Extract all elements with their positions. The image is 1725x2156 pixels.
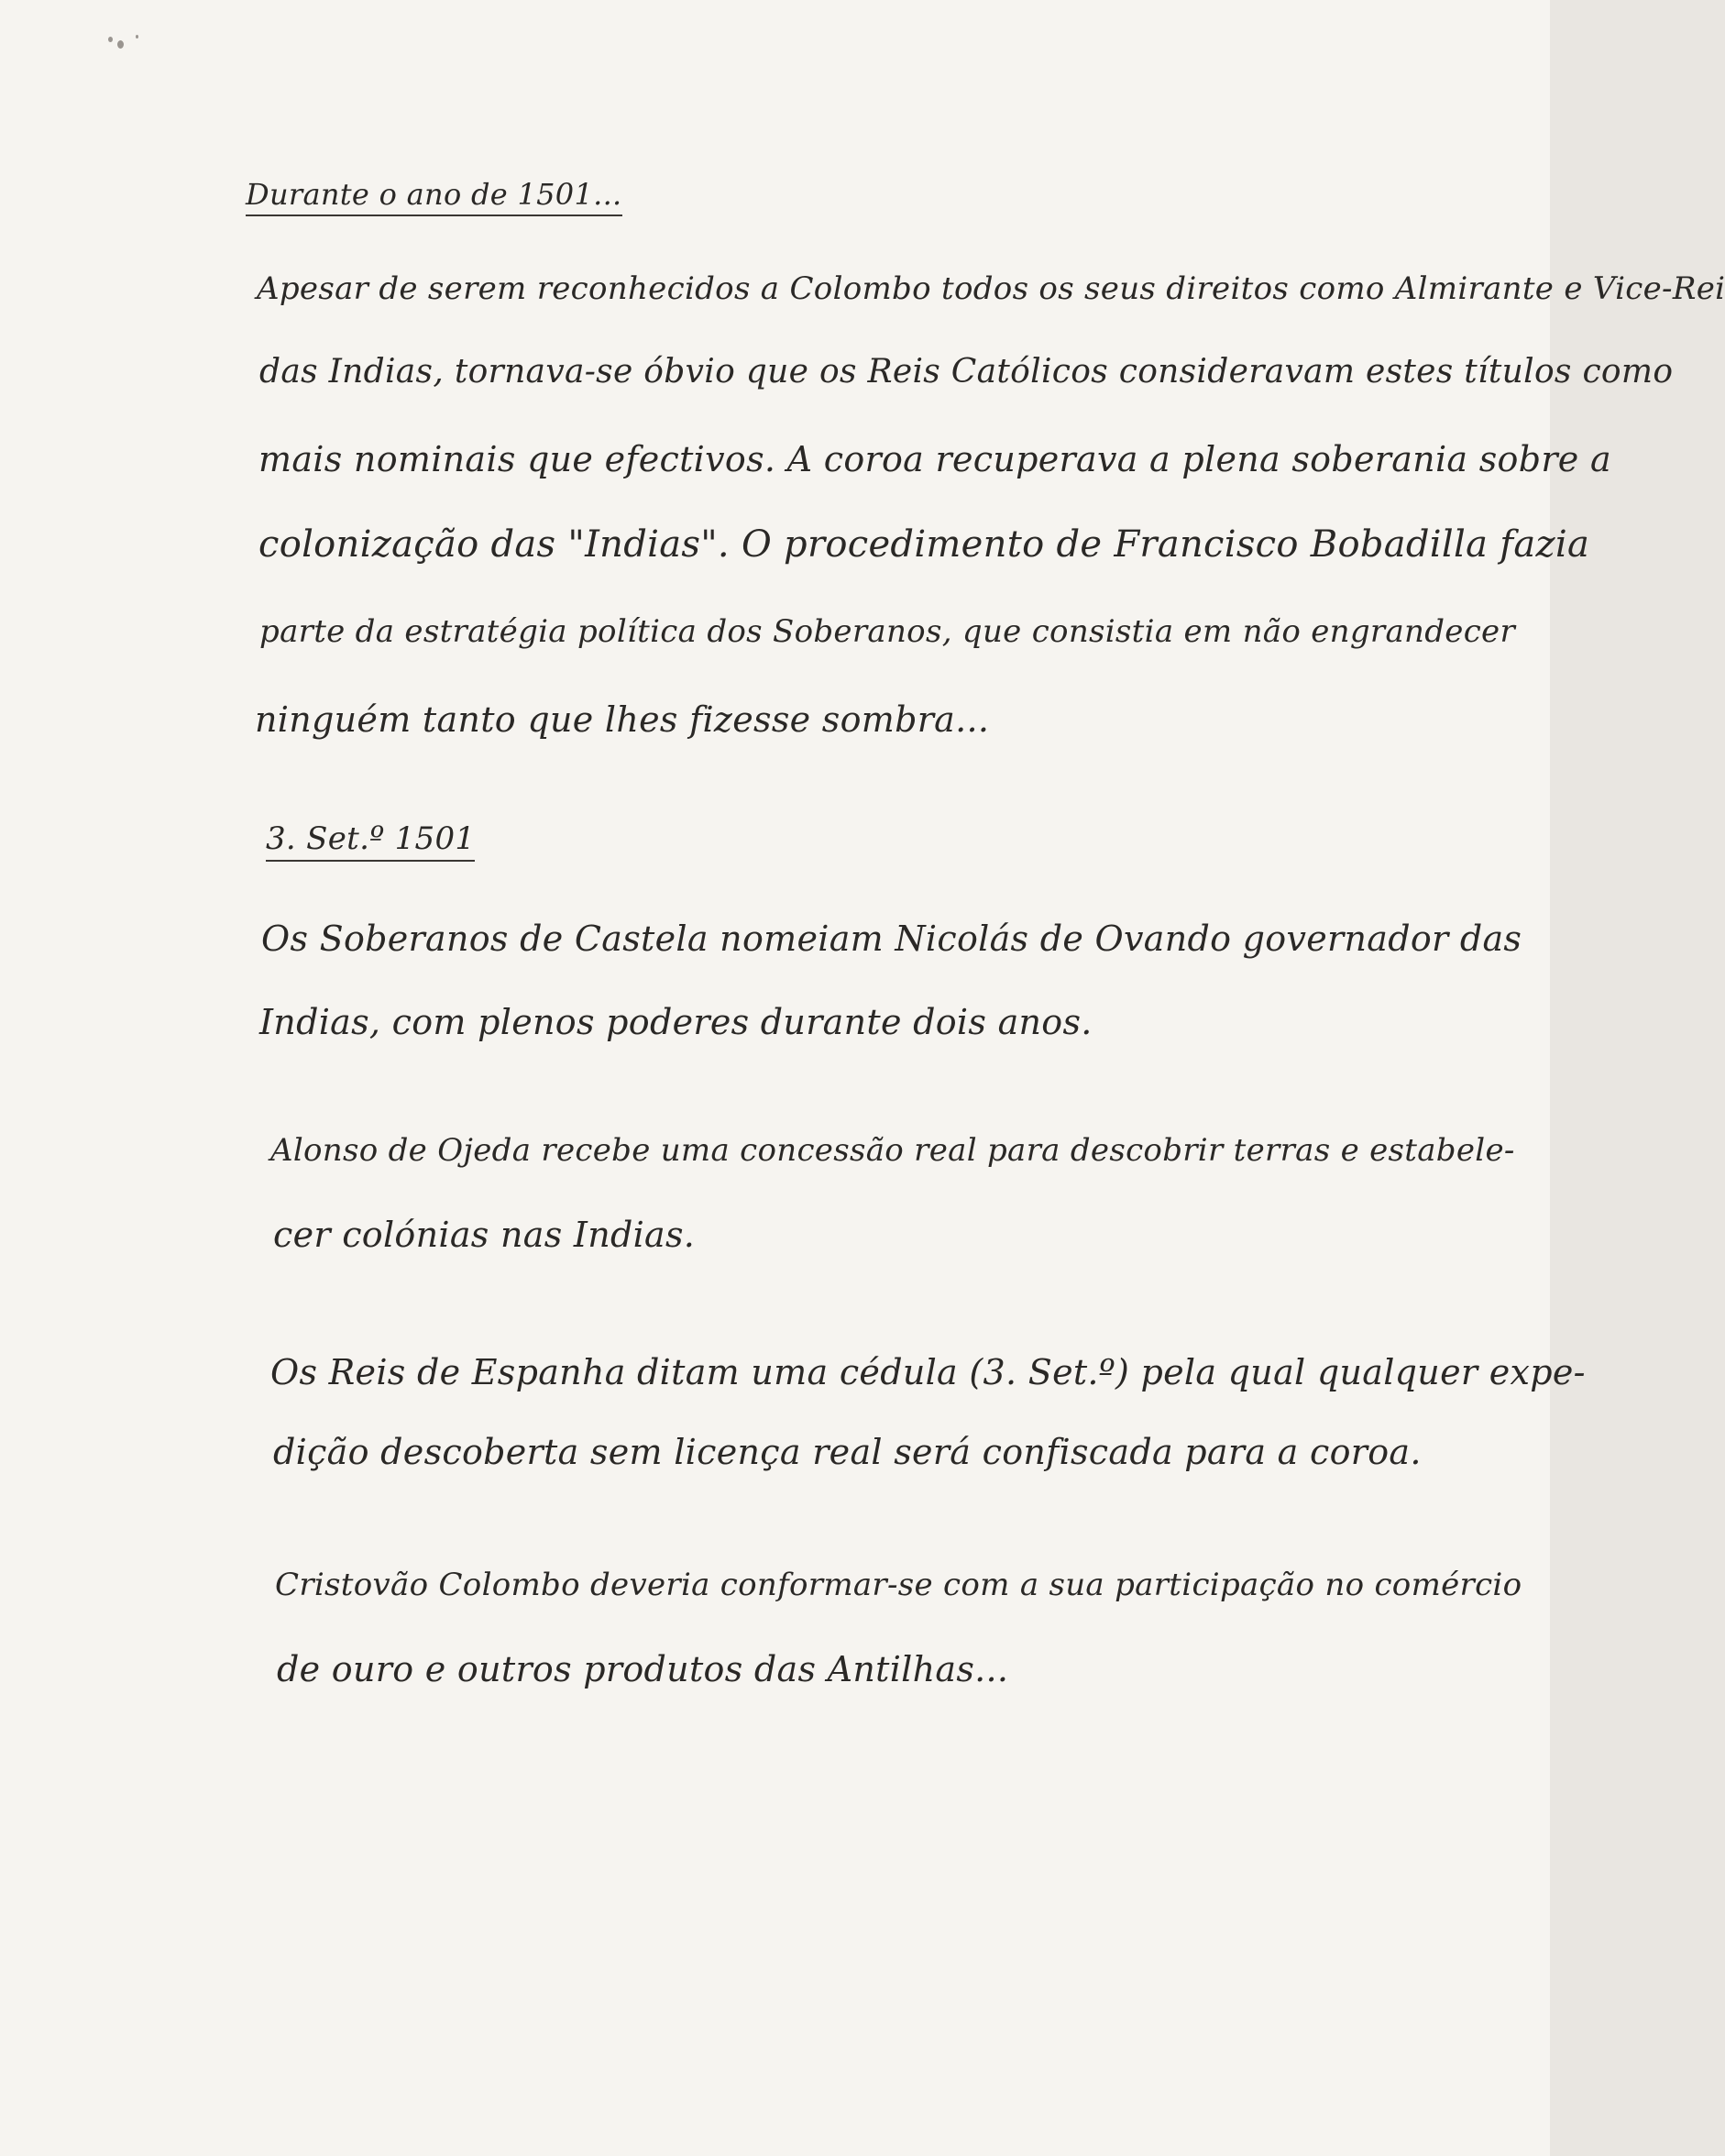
- paragraph-line: de ouro e outros produtos das Antilhas...: [277, 1649, 1009, 1689]
- paper-speck: [108, 37, 113, 42]
- paper-speck: [136, 35, 138, 38]
- paragraph-line: Indias, com plenos poderes durante dois anos.: [259, 1002, 1093, 1042]
- paragraph-line: dição descoberta sem licença real será confiscada para a coroa.: [273, 1432, 1422, 1472]
- paragraph-line: mais nominais que efectivos. A coroa recuperava a plena soberania sobre a: [258, 439, 1611, 479]
- paragraph-line: parte da estratégia política dos Soberanos, que consistia em não engrandecer: [259, 613, 1516, 650]
- paragraph-line: das Indias, tornava-se óbvio que os Reis Católicos consideravam estes títulos como: [259, 353, 1674, 390]
- paragraph-line: ninguém tanto que lhes fizesse sombra...: [255, 699, 990, 740]
- paragraph-line: colonização das "Indias". O procedimento de Francisco Bobadilla fazia: [258, 523, 1590, 566]
- paragraph-line: Os Reis de Espanha ditam uma cédula (3. Set.º) pela qual qualquer expe-: [270, 1352, 1586, 1392]
- paragraph-line: Alonso de Ojeda recebe uma concessão real para descobrir terras e estabele-: [270, 1132, 1515, 1169]
- section-heading-3-set-1501: 3. Set.º 1501: [266, 823, 475, 862]
- paragraph-line: Os Soberanos de Castela nomeiam Nicolás de Ovando governador das: [261, 918, 1522, 959]
- section-heading-1501: Durante o ano de 1501...: [246, 180, 622, 216]
- paragraph-line: cer colónias nas Indias.: [273, 1215, 696, 1255]
- paragraph-line: Cristovão Colombo deveria conformar-se com a sua participação no comércio: [275, 1567, 1522, 1603]
- paragraph-line: Apesar de serem reconhecidos a Colombo todos os seus direitos como Almirante e Vice-Rei: [257, 270, 1725, 307]
- paper-speck: [117, 40, 124, 49]
